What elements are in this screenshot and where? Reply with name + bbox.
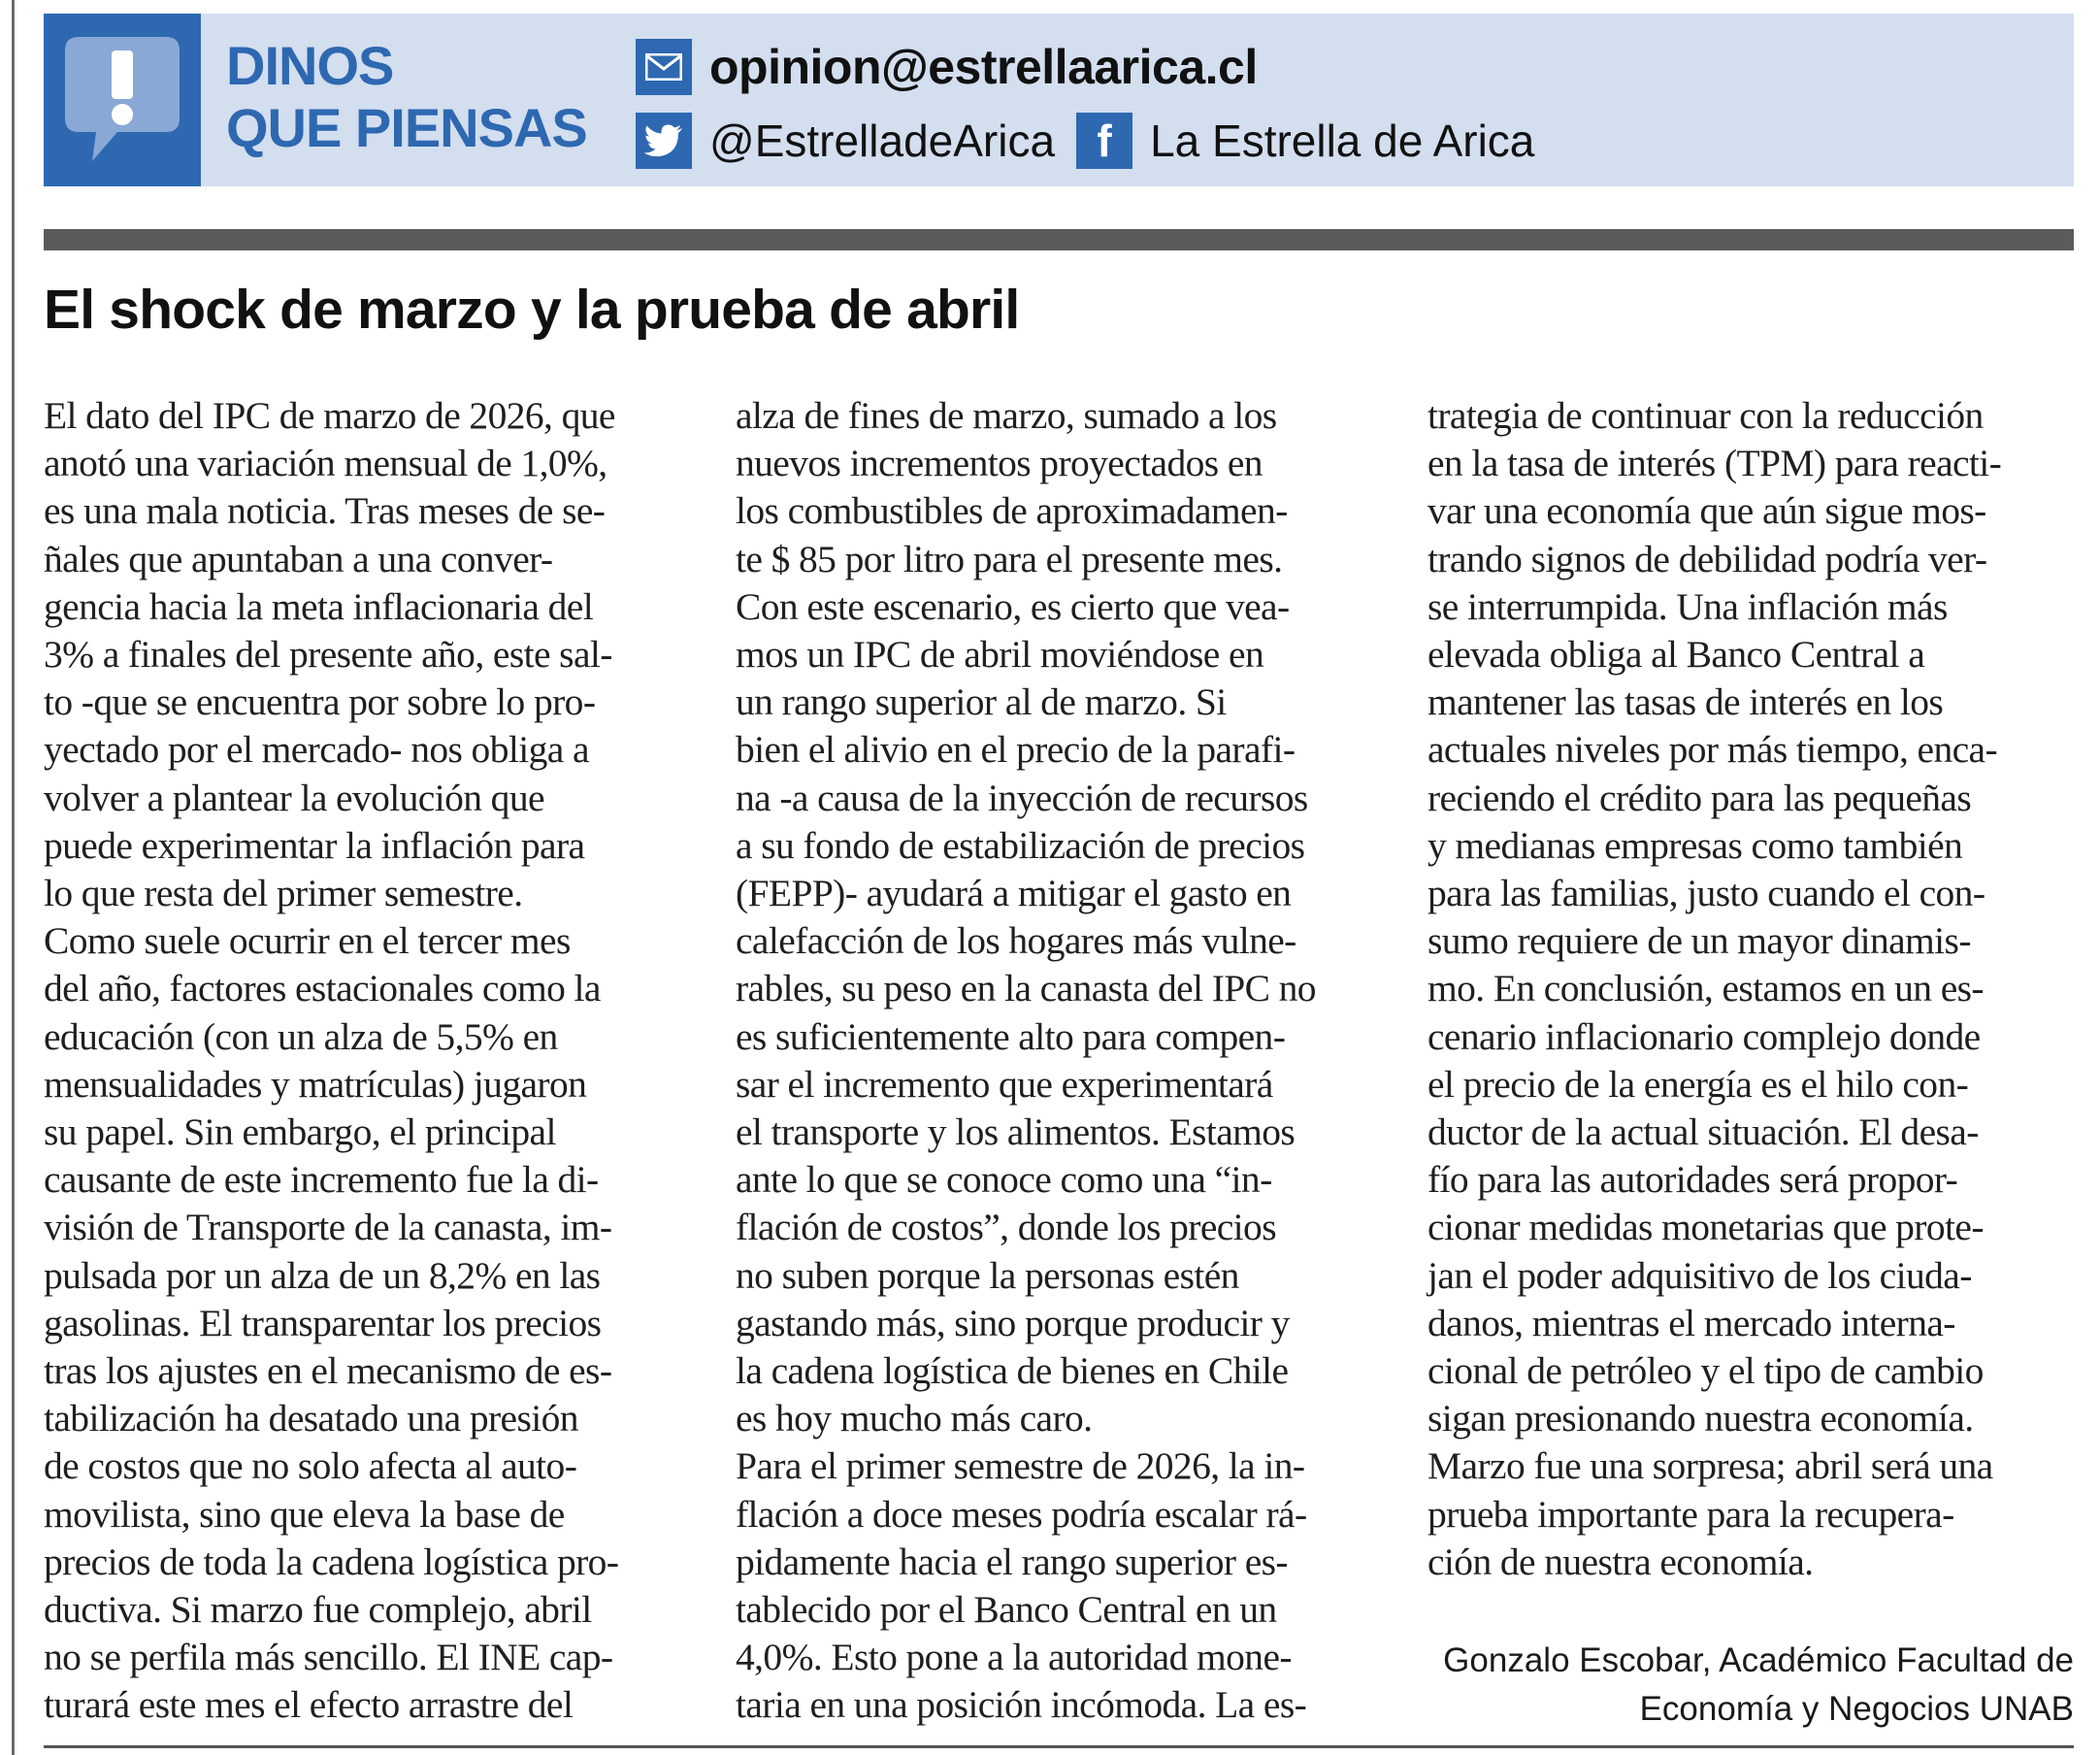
article-line: un rango superior al de marzo. Si [736, 680, 1227, 724]
section-title-line1: DINOS [226, 35, 394, 96]
article-line: flación a doce meses podría escalar rá- [736, 1492, 1307, 1536]
facebook-page[interactable]: La Estrella de Arica [1150, 116, 1535, 166]
article-line: pulsada por un alza de un 8,2% en las [44, 1253, 601, 1297]
article-line: cionar medidas monetarias que prote- [1427, 1206, 1984, 1249]
article-line: de costos que no solo afecta al auto- [44, 1444, 577, 1488]
author-byline [1359, 1637, 2074, 1734]
email-address[interactable]: opinion@estrellaarica.cl [709, 40, 1258, 94]
article-line: El dato del IPC de marzo de 2026, que [44, 394, 615, 437]
opinion-banner [44, 14, 2074, 186]
section-title-line2: QUE PIENSAS [226, 97, 587, 158]
bottom-rule [44, 1745, 2074, 1748]
author-line-2: Economía y Negocios UNAB [1639, 1690, 2074, 1728]
article-line: la cadena logística de bienes en Chile [736, 1349, 1289, 1393]
article-line: mo. En conclusión, estamos en un es- [1427, 967, 1984, 1010]
article-line: gastando más, sino porque producir y [736, 1301, 1290, 1344]
article-line: na -a causa de la inyección de recursos [736, 776, 1308, 819]
article-line: Para el primer semestre de 2026, la in- [736, 1444, 1305, 1488]
article-line: sumo requiere de un mayor dinamis- [1427, 919, 1971, 963]
article-line: educación (con un alza de 5,5% en [44, 1014, 558, 1058]
article-line: volver a plantear la evolución que [44, 776, 544, 819]
article-line: anotó una variación mensual de 1,0%, [44, 442, 607, 485]
article-line: cenario inflacionario complejo donde [1427, 1014, 1981, 1058]
article-line: mos un IPC de abril moviéndose en [736, 633, 1264, 677]
article-line: trando signos de debilidad podría ver- [1427, 537, 1987, 580]
article-line: nuevos incrementos proyectados en [736, 442, 1263, 485]
article-line: los combustibles de aproximadamen- [736, 489, 1288, 533]
article-line: gencia hacia la meta inflacionaria del [44, 584, 594, 628]
article-line: en la tasa de interés (TPM) para reacti- [1427, 442, 2002, 485]
article-line: to -que se encuentra por sobre lo pro- [44, 680, 596, 724]
article-line: no suben porque la personas estén [736, 1253, 1239, 1297]
article-line: te $ 85 por litro para el presente mes. [736, 537, 1283, 580]
article-line: es suficientemente alto para compen- [736, 1014, 1286, 1058]
article-line: cional de petróleo y el tipo de cambio [1427, 1349, 1984, 1393]
article-line: causante de este incremento fue la di- [44, 1158, 599, 1202]
article-line: mantener las tasas de interés en los [1427, 680, 1944, 724]
article-line: bien el alivio en el precio de la parafi- [736, 728, 1296, 772]
article-line: ductor de la actual situación. El desa- [1427, 1110, 1979, 1154]
article-line: Marzo fue una sorpresa; abril será una [1427, 1444, 1993, 1488]
article-line: 3% a finales del presente año, este sal- [44, 633, 612, 677]
article-line: el transporte y los alimentos. Estamos [736, 1110, 1296, 1154]
article-line: tablecido por el Banco Central en un [736, 1588, 1277, 1632]
article-line: movilista, sino que eleva la base de [44, 1492, 565, 1536]
article-line: es hoy mucho más caro. [736, 1397, 1093, 1440]
article-line: se interrumpida. Una inflación más [1427, 584, 1948, 628]
article-line: (FEPP)- ayudará a mitigar el gasto en [736, 872, 1292, 915]
article-line: sigan presionando nuestra economía. [1427, 1397, 1974, 1440]
article-line: fío para las autoridades será propor- [1427, 1158, 1958, 1202]
article-column-3 [1427, 392, 2068, 1586]
article-line: calefacción de los hogares más vulne- [736, 919, 1296, 963]
article-line: puede experimentar la inflación para [44, 823, 585, 867]
article-line: para las familias, justo cuando el con- [1427, 872, 1985, 915]
mail-icon [636, 39, 692, 95]
article-line: 4,0%. Esto pone a la autoridad mone- [736, 1636, 1292, 1679]
article-line: y medianas empresas como también [1427, 823, 1963, 867]
article-line: Con este escenario, es cierto que vea- [736, 584, 1290, 628]
article-line: var una economía que aún sigue mos- [1427, 489, 1986, 533]
article-line: alza de fines de marzo, sumado a los [736, 394, 1277, 437]
article-line: reciendo el crédito para las pequeñas [1427, 776, 1972, 819]
section-title [226, 35, 587, 159]
article-line: taria en una posición incómoda. La es- [736, 1683, 1307, 1727]
twitter-icon [636, 113, 692, 169]
social-contacts [636, 113, 1534, 169]
article-line: danos, mientras el mercado interna- [1427, 1301, 1955, 1344]
article-line: pidamente hacia el rango superior es- [736, 1540, 1288, 1583]
twitter-handle[interactable]: @EstrelladeArica [709, 116, 1056, 166]
article-line: sar el incremento que experimentará [736, 1062, 1273, 1106]
article-line: turará este mes el efecto arrastre del [44, 1683, 574, 1727]
left-margin-rule [12, 0, 15, 1755]
article-line: lo que resta del primer semestre. [44, 872, 523, 915]
article-line: tras los ajustes en el mecanismo de es- [44, 1349, 612, 1393]
article-line: jan el poder adquisitivo de los ciuda- [1427, 1253, 1972, 1297]
article-line: a su fondo de estabilización de precios [736, 823, 1305, 867]
article-line: Como suele ocurrir en el tercer mes [44, 919, 571, 963]
email-contact [636, 39, 1258, 95]
article-line: flación de costos”, donde los precios [736, 1206, 1276, 1249]
article-line: su papel. Sin embargo, el principal [44, 1110, 556, 1154]
article-line: rables, su peso en la canasta del IPC no [736, 967, 1316, 1010]
article-line: precios de toda la cadena logística pro- [44, 1540, 619, 1583]
article-line: ñales que apuntaban a una conver- [44, 537, 553, 580]
article-line: elevada obliga al Banco Central a [1427, 633, 1925, 677]
article-line: mensualidades y matrículas) jugaron [44, 1062, 587, 1106]
article-line: no se perfila más sencillo. El INE cap- [44, 1636, 613, 1679]
article-column-2 [736, 392, 1376, 1730]
article-line: es una mala noticia. Tras meses de se- [44, 489, 606, 533]
article-line: prueba importante para la recupera- [1427, 1492, 1954, 1536]
article-line: ductiva. Si marzo fue complejo, abril [44, 1588, 592, 1632]
article-line: yectado por el mercado- nos obliga a [44, 728, 589, 772]
article-column-1 [44, 392, 684, 1730]
article-line: tabilización ha desatado una presión [44, 1397, 578, 1440]
article-line: el precio de la energía es el hilo con- [1427, 1062, 1969, 1106]
article-line: visión de Transporte de la canasta, im- [44, 1206, 612, 1249]
facebook-icon: f [1076, 113, 1132, 169]
article-line: gasolinas. El transparentar los precios [44, 1301, 602, 1344]
article-line: ante lo que se conoce como una “in- [736, 1158, 1272, 1202]
article-line: trategia de continuar con la reducción [1427, 394, 1984, 437]
exclamation-speech-bubble-icon [44, 14, 201, 186]
section-divider-bar [44, 229, 2074, 250]
article-line: ción de nuestra economía. [1427, 1540, 1814, 1583]
author-line-1: Gonzalo Escobar, Académico Facultad de [1443, 1641, 2074, 1679]
article-headline: El shock de marzo y la prueba de abril [44, 279, 1020, 341]
article-line: del año, factores estacionales como la [44, 967, 601, 1010]
article-line: actuales niveles por más tiempo, enca- [1427, 728, 1998, 772]
